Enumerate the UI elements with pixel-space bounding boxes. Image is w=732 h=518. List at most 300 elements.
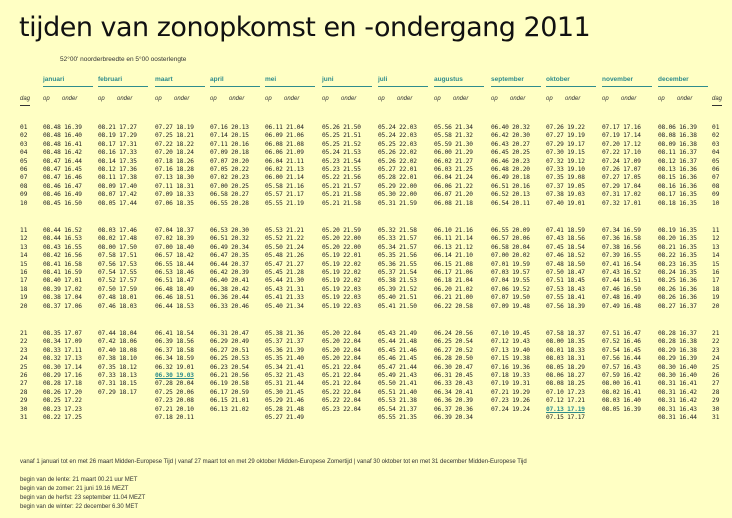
time-cell: 07.13 19.40 bbox=[491, 346, 530, 354]
time-cell: 05.55 21.19 bbox=[265, 199, 304, 207]
time-cell: 05.50 21.24 bbox=[265, 243, 304, 251]
time-cell: 08.28 16.37 bbox=[658, 330, 697, 337]
time-cell: 07.09 19.48 bbox=[491, 302, 530, 310]
time-cell: 08.41 16.58 bbox=[43, 260, 82, 268]
time-cell: 06.19 20.58 bbox=[210, 380, 249, 388]
sub-label-op: op bbox=[602, 96, 609, 102]
day-number: 27 bbox=[20, 380, 28, 388]
time-cell: 05.19 22.02 bbox=[322, 269, 361, 276]
day-number: 23 bbox=[20, 346, 28, 354]
day-number: 25 bbox=[20, 363, 28, 371]
time-cell: 05.29 21.46 bbox=[265, 397, 304, 405]
time-cell: 05.33 21.57 bbox=[378, 235, 417, 243]
time-cell: 05.48 21.26 bbox=[265, 252, 304, 260]
time-cell: 06.48 18.49 bbox=[155, 285, 194, 293]
time-cell: 07.20 18.24 bbox=[155, 149, 194, 157]
month-rule bbox=[210, 86, 260, 87]
time-cell: 07.19 17.14 bbox=[602, 132, 641, 140]
time-cell: 07.03 19.57 bbox=[491, 269, 530, 276]
page-subtitle: 52°00' noorderbreedte en 5°00 oosterlengte bbox=[60, 56, 187, 63]
time-cell: 06.34 18.59 bbox=[155, 355, 194, 363]
time-cell: 07.18 20.11 bbox=[155, 414, 194, 421]
time-cell: 06.31 20.45 bbox=[434, 372, 473, 379]
time-cell: 06.15 21.01 bbox=[210, 397, 249, 405]
time-cell: 05.54 21.37 bbox=[378, 405, 417, 413]
day-number: 29 bbox=[20, 397, 28, 405]
time-cell: 05.20 22.04 bbox=[322, 330, 361, 337]
season-autumn: begin van de herfst: 23 september 11.04 MEZT bbox=[20, 495, 146, 501]
time-cell: 05.40 21.34 bbox=[265, 302, 304, 310]
time-cell: 05.55 21.35 bbox=[378, 414, 417, 421]
time-cell: 07.04 19.55 bbox=[491, 277, 530, 285]
time-cell: 07.52 16.46 bbox=[602, 338, 641, 346]
time-cell: 05.47 21.44 bbox=[378, 363, 417, 371]
time-cell: 06.37 18.58 bbox=[155, 346, 194, 354]
time-cell: 08.26 17.20 bbox=[43, 388, 82, 396]
time-cell: 06.51 18.47 bbox=[155, 277, 194, 285]
sub-label-op: op bbox=[434, 96, 441, 102]
time-cell: 07.26 17.07 bbox=[602, 166, 641, 173]
time-cell: 07.46 18.52 bbox=[546, 252, 585, 260]
time-cell: 07.06 19.52 bbox=[491, 285, 530, 293]
time-cell: 06.51 20.32 bbox=[210, 235, 249, 243]
time-cell: 07.49 16.48 bbox=[602, 302, 641, 310]
time-cell: 07.10 17.23 bbox=[546, 388, 585, 396]
sub-label-onder: onder bbox=[284, 96, 300, 102]
time-cell: 07.21 20.10 bbox=[155, 405, 194, 413]
time-cell: 08.48 16.42 bbox=[43, 149, 82, 157]
time-cell: 06.41 18.54 bbox=[155, 330, 194, 337]
time-cell: 06.58 20.04 bbox=[491, 243, 530, 251]
time-cell: 08.45 16.50 bbox=[43, 199, 82, 207]
time-cell: 08.39 17.02 bbox=[43, 285, 82, 293]
day-number: 16 bbox=[712, 269, 720, 276]
time-cell: 07.24 17.09 bbox=[602, 157, 641, 165]
time-cell: 07.38 19.03 bbox=[546, 191, 585, 199]
time-cell: 05.27 22.01 bbox=[378, 166, 417, 173]
time-cell: 07.16 18.28 bbox=[155, 166, 194, 173]
sub-label-onder: onder bbox=[174, 96, 190, 102]
sub-label-op: op bbox=[155, 96, 162, 102]
time-cell: 05.20 22.04 bbox=[322, 338, 361, 346]
time-cell: 08.15 16.36 bbox=[658, 174, 697, 182]
time-cell: 07.48 18.50 bbox=[546, 260, 585, 268]
time-cell: 06.47 20.35 bbox=[210, 252, 249, 260]
time-cell: 08.38 17.04 bbox=[43, 294, 82, 302]
time-cell: 07.00 20.02 bbox=[491, 252, 530, 260]
time-cell: 08.18 16.35 bbox=[658, 199, 697, 207]
time-cell: 07.32 19.12 bbox=[546, 157, 585, 165]
time-cell: 07.12 19.43 bbox=[491, 338, 530, 346]
time-cell: 07.07 19.50 bbox=[491, 294, 530, 302]
time-cell: 07.16 20.13 bbox=[210, 124, 249, 131]
time-cell: 06.13 21.02 bbox=[210, 405, 249, 413]
time-cell: 08.00 18.35 bbox=[546, 338, 585, 346]
season-spring: begin van de lente: 21 maart 00.21 uur MET bbox=[20, 477, 138, 483]
time-cell: 05.43 21.31 bbox=[265, 285, 304, 293]
month-rule bbox=[155, 86, 205, 87]
time-cell: 06.27 20.51 bbox=[210, 346, 249, 354]
time-cell: 08.02 17.48 bbox=[98, 235, 137, 243]
sub-label-op: op bbox=[378, 96, 385, 102]
day-number: 28 bbox=[20, 388, 28, 396]
time-cell: 08.46 16.47 bbox=[43, 182, 82, 190]
time-cell: 05.21 21.58 bbox=[322, 199, 361, 207]
time-cell: 05.23 21.54 bbox=[322, 157, 361, 165]
time-cell: 06.29 20.49 bbox=[210, 338, 249, 346]
time-cell: 08.46 16.49 bbox=[43, 191, 82, 199]
time-cell: 08.40 17.01 bbox=[43, 277, 82, 285]
month-header-juni: juni bbox=[322, 76, 334, 83]
time-cell: 06.02 21.13 bbox=[265, 166, 304, 173]
time-cell: 07.58 18.37 bbox=[546, 330, 585, 337]
time-cell: 08.23 17.23 bbox=[43, 405, 82, 413]
time-cell: 06.40 20.32 bbox=[491, 124, 530, 131]
time-cell: 08.03 18.31 bbox=[546, 355, 585, 363]
time-cell: 08.07 17.42 bbox=[98, 191, 137, 199]
time-cell: 05.53 21.38 bbox=[378, 397, 417, 405]
time-cell: 07.35 18.12 bbox=[98, 363, 137, 371]
time-cell: 07.43 18.56 bbox=[546, 235, 585, 243]
time-cell: 05.21 22.04 bbox=[322, 372, 361, 379]
time-cell: 06.34 20.41 bbox=[434, 388, 473, 396]
time-cell: 07.27 19.19 bbox=[546, 132, 585, 140]
time-cell: 05.22 21.56 bbox=[322, 174, 361, 182]
time-cell: 05.25 21.52 bbox=[322, 140, 361, 148]
day-number: 30 bbox=[712, 405, 720, 413]
time-cell: 05.51 21.40 bbox=[378, 388, 417, 396]
month-header-oktober: oktober bbox=[546, 76, 570, 83]
day-label: dag bbox=[712, 96, 723, 102]
day-number: 05 bbox=[20, 157, 28, 165]
time-cell: 06.03 21.25 bbox=[434, 166, 473, 173]
time-cell: 06.38 20.42 bbox=[210, 285, 249, 293]
day-number: 13 bbox=[712, 243, 720, 251]
time-cell: 08.34 17.09 bbox=[43, 338, 82, 346]
time-cell: 05.23 21.55 bbox=[322, 166, 361, 173]
time-cell: 05.58 21.16 bbox=[265, 182, 304, 190]
time-cell: 08.28 16.38 bbox=[658, 338, 697, 346]
month-rule bbox=[322, 86, 372, 87]
time-cell: 08.06 18.27 bbox=[546, 372, 585, 379]
day-number: 08 bbox=[712, 182, 720, 190]
time-cell: 07.09 18.33 bbox=[155, 191, 194, 199]
time-cell: 05.19 22.01 bbox=[322, 252, 361, 260]
day-number: 22 bbox=[20, 338, 28, 346]
time-cell: 08.26 16.36 bbox=[658, 294, 697, 302]
day-number: 24 bbox=[20, 355, 28, 363]
time-cell: 05.45 21.46 bbox=[378, 346, 417, 354]
time-cell: 06.20 21.02 bbox=[434, 285, 473, 293]
time-cell: 07.51 16.47 bbox=[602, 330, 641, 337]
time-cell: 05.46 21.45 bbox=[378, 355, 417, 363]
time-cell: 05.35 21.40 bbox=[265, 355, 304, 363]
time-cell: 05.29 22.00 bbox=[378, 182, 417, 190]
day-number: 31 bbox=[20, 414, 28, 421]
time-cell: 06.08 21.08 bbox=[265, 140, 304, 148]
day-number: 26 bbox=[712, 372, 720, 379]
time-cell: 07.06 18.35 bbox=[155, 199, 194, 207]
time-cell: 07.27 18.19 bbox=[155, 124, 194, 131]
time-cell: 07.57 16.43 bbox=[602, 363, 641, 371]
day-number: 06 bbox=[20, 166, 28, 173]
day-number: 21 bbox=[20, 330, 28, 337]
time-cell: 07.07 20.20 bbox=[210, 157, 249, 165]
time-cell: 06.44 20.37 bbox=[210, 260, 249, 268]
time-cell: 07.15 19.38 bbox=[491, 355, 530, 363]
day-number: 14 bbox=[712, 252, 720, 260]
time-cell: 07.53 18.43 bbox=[546, 285, 585, 293]
time-cell: 06.36 20.39 bbox=[434, 397, 473, 405]
time-cell: 07.29 19.17 bbox=[546, 140, 585, 148]
time-cell: 07.16 19.36 bbox=[491, 363, 530, 371]
time-cell: 06.42 20.39 bbox=[210, 269, 249, 276]
time-cell: 05.47 21.27 bbox=[265, 260, 304, 268]
time-cell: 07.38 18.10 bbox=[98, 355, 137, 363]
day-number: 31 bbox=[712, 414, 720, 421]
time-cell: 08.09 16.38 bbox=[658, 140, 697, 148]
time-cell: 08.12 16.37 bbox=[658, 157, 697, 165]
time-cell: 08.47 16.45 bbox=[43, 166, 82, 173]
time-cell: 05.35 21.56 bbox=[378, 252, 417, 260]
time-cell: 07.51 18.45 bbox=[546, 277, 585, 285]
time-cell: 08.48 16.40 bbox=[43, 132, 82, 140]
time-cell: 05.31 21.44 bbox=[265, 380, 304, 388]
time-cell: 08.19 17.29 bbox=[98, 132, 137, 140]
day-number: 19 bbox=[20, 294, 28, 302]
time-cell: 08.11 16.37 bbox=[658, 149, 697, 157]
day-number: 19 bbox=[712, 294, 720, 302]
time-cell: 06.31 20.47 bbox=[210, 330, 249, 337]
time-cell: 06.25 20.53 bbox=[210, 355, 249, 363]
time-cell: 06.43 20.27 bbox=[491, 140, 530, 148]
time-cell: 07.59 16.42 bbox=[602, 372, 641, 379]
sub-label-onder: onder bbox=[229, 96, 245, 102]
time-cell: 07.31 17.02 bbox=[602, 191, 641, 199]
day-number: 04 bbox=[20, 149, 28, 157]
month-header-augustus: augustus bbox=[434, 76, 463, 83]
time-cell: 08.01 18.33 bbox=[546, 346, 585, 354]
time-cell: 07.13 17.19 bbox=[546, 405, 585, 413]
time-cell: 05.24 21.53 bbox=[322, 149, 361, 157]
time-cell: 05.37 21.37 bbox=[265, 338, 304, 346]
day-number: 03 bbox=[20, 140, 28, 148]
time-cell: 08.31 16.41 bbox=[658, 380, 697, 388]
month-header-december: december bbox=[658, 76, 689, 83]
month-header-februari: februari bbox=[98, 76, 123, 83]
time-cell: 07.17 17.16 bbox=[602, 124, 641, 131]
time-cell: 07.28 20.04 bbox=[155, 380, 194, 388]
time-cell: 06.57 18.42 bbox=[155, 252, 194, 260]
time-cell: 07.30 19.15 bbox=[546, 149, 585, 157]
time-cell: 05.56 21.34 bbox=[434, 124, 473, 131]
time-cell: 08.31 16.42 bbox=[658, 397, 697, 405]
time-cell: 08.19 16.35 bbox=[658, 227, 697, 234]
time-cell: 07.26 19.22 bbox=[546, 124, 585, 131]
time-cell: 06.54 20.11 bbox=[491, 199, 530, 207]
time-cell: 07.40 19.01 bbox=[546, 199, 585, 207]
month-rule bbox=[43, 86, 93, 87]
time-cell: 08.48 16.41 bbox=[43, 140, 82, 148]
month-header-april: april bbox=[210, 76, 224, 83]
day-label-rule bbox=[712, 105, 722, 106]
time-cell: 05.19 22.03 bbox=[322, 285, 361, 293]
time-cell: 05.32 21.58 bbox=[378, 227, 417, 234]
time-cell: 08.03 17.46 bbox=[98, 227, 137, 234]
time-cell: 08.30 16.40 bbox=[658, 363, 697, 371]
time-cell: 05.50 21.41 bbox=[378, 380, 417, 388]
time-cell: 08.12 17.36 bbox=[98, 166, 137, 173]
time-cell: 08.13 16.36 bbox=[658, 166, 697, 173]
time-cell: 07.21 19.29 bbox=[491, 388, 530, 396]
day-number: 10 bbox=[712, 199, 720, 207]
time-cell: 06.13 21.12 bbox=[434, 243, 473, 251]
day-number: 17 bbox=[20, 277, 28, 285]
day-number: 06 bbox=[712, 166, 720, 173]
time-cell: 06.44 18.53 bbox=[155, 302, 194, 310]
time-cell: 06.21 20.56 bbox=[210, 372, 249, 379]
day-number: 18 bbox=[712, 285, 720, 293]
day-number: 11 bbox=[712, 227, 720, 234]
day-number: 12 bbox=[20, 235, 28, 243]
time-cell: 06.46 20.23 bbox=[491, 157, 530, 165]
time-cell: 07.50 18.47 bbox=[546, 269, 585, 276]
time-cell: 06.10 21.16 bbox=[434, 227, 473, 234]
day-number: 20 bbox=[20, 302, 28, 310]
time-cell: 08.27 16.37 bbox=[658, 302, 697, 310]
day-number: 01 bbox=[712, 124, 720, 131]
time-cell: 06.15 21.08 bbox=[434, 260, 473, 268]
time-cell: 07.15 17.17 bbox=[546, 414, 585, 421]
time-cell: 08.09 17.40 bbox=[98, 182, 137, 190]
time-cell: 05.44 21.30 bbox=[265, 277, 304, 285]
month-header-januari: januari bbox=[43, 76, 65, 83]
time-cell: 08.16 16.36 bbox=[658, 182, 697, 190]
time-cell: 08.47 16.46 bbox=[43, 174, 82, 182]
time-cell: 05.21 22.04 bbox=[322, 363, 361, 371]
time-cell: 08.30 16.40 bbox=[658, 372, 697, 379]
time-cell: 07.41 16.54 bbox=[602, 260, 641, 268]
day-number: 09 bbox=[20, 191, 28, 199]
time-cell: 07.58 17.51 bbox=[98, 252, 137, 260]
time-cell: 06.30 20.47 bbox=[434, 363, 473, 371]
day-number: 05 bbox=[712, 157, 720, 165]
time-cell: 05.24 22.03 bbox=[378, 124, 417, 131]
time-cell: 08.31 16.43 bbox=[658, 405, 697, 413]
sub-label-op: op bbox=[491, 96, 498, 102]
day-label-rule bbox=[20, 105, 30, 106]
time-cell: 08.37 17.06 bbox=[43, 302, 82, 310]
day-number: 02 bbox=[20, 132, 28, 140]
sub-label-op: op bbox=[210, 96, 217, 102]
time-cell: 07.32 17.01 bbox=[602, 199, 641, 207]
time-cell: 07.22 17.10 bbox=[602, 149, 641, 157]
time-cell: 07.55 18.41 bbox=[546, 294, 585, 302]
month-rule bbox=[658, 86, 708, 87]
time-cell: 07.38 16.56 bbox=[602, 243, 641, 251]
time-cell: 07.12 17.21 bbox=[546, 397, 585, 405]
time-cell: 06.06 21.22 bbox=[434, 182, 473, 190]
sub-label-onder: onder bbox=[621, 96, 637, 102]
time-cell: 08.17 16.35 bbox=[658, 191, 697, 199]
day-number: 04 bbox=[712, 149, 720, 157]
time-cell: 06.33 20.43 bbox=[434, 380, 473, 388]
time-cell: 06.06 21.09 bbox=[265, 149, 304, 157]
time-cell: 06.04 21.11 bbox=[265, 157, 304, 165]
time-cell: 05.19 22.02 bbox=[322, 277, 361, 285]
time-cell: 08.33 17.11 bbox=[43, 346, 82, 354]
month-rule bbox=[602, 86, 652, 87]
day-number: 01 bbox=[20, 124, 28, 131]
time-cell: 07.04 18.37 bbox=[155, 227, 194, 234]
time-cell: 08.05 16.39 bbox=[602, 405, 641, 413]
day-number: 16 bbox=[20, 269, 28, 276]
time-cell: 06.53 20.30 bbox=[210, 227, 249, 234]
time-cell: 05.58 21.32 bbox=[434, 132, 473, 140]
time-cell: 06.11 21.04 bbox=[265, 124, 304, 131]
day-number: 11 bbox=[20, 227, 28, 234]
time-cell: 06.52 20.13 bbox=[491, 191, 530, 199]
time-cell: 05.52 21.22 bbox=[265, 235, 304, 243]
time-cell: 08.00 16.41 bbox=[602, 380, 641, 388]
day-number: 13 bbox=[20, 243, 28, 251]
time-cell: 06.02 21.27 bbox=[434, 157, 473, 165]
time-cell: 05.31 21.59 bbox=[378, 199, 417, 207]
time-cell: 07.18 18.26 bbox=[155, 157, 194, 165]
time-cell: 05.23 22.04 bbox=[322, 405, 361, 413]
time-cell: 05.28 21.48 bbox=[265, 405, 304, 413]
time-cell: 07.11 20.16 bbox=[210, 140, 249, 148]
time-cell: 08.20 16.35 bbox=[658, 235, 697, 243]
time-cell: 07.23 20.08 bbox=[155, 397, 194, 405]
time-cell: 06.55 20.28 bbox=[210, 199, 249, 207]
time-cell: 07.41 18.59 bbox=[546, 227, 585, 234]
day-number: 15 bbox=[20, 260, 28, 268]
sub-label-op: op bbox=[43, 96, 50, 102]
time-cell: 07.48 18.01 bbox=[98, 294, 137, 302]
time-cell: 05.19 22.03 bbox=[322, 302, 361, 310]
time-cell: 05.25 22.03 bbox=[378, 140, 417, 148]
time-cell: 07.31 18.15 bbox=[98, 380, 137, 388]
time-cell: 08.02 16.41 bbox=[602, 388, 641, 396]
sub-label-onder: onder bbox=[341, 96, 357, 102]
time-cell: 07.46 16.50 bbox=[602, 285, 641, 293]
time-cell: 06.14 21.10 bbox=[434, 252, 473, 260]
time-cell: 06.58 20.27 bbox=[210, 191, 249, 199]
time-cell: 05.30 21.45 bbox=[265, 388, 304, 396]
time-cell: 08.31 16.42 bbox=[658, 388, 697, 396]
time-cell: 07.52 17.57 bbox=[98, 277, 137, 285]
month-header-september: september bbox=[491, 76, 524, 83]
time-cell: 05.20 21.59 bbox=[322, 227, 361, 234]
time-cell: 06.27 20.52 bbox=[434, 346, 473, 354]
month-rule bbox=[265, 86, 315, 87]
time-cell: 07.56 17.53 bbox=[98, 260, 137, 268]
time-cell: 07.23 19.26 bbox=[491, 397, 530, 405]
time-cell: 07.13 18.30 bbox=[155, 174, 194, 182]
time-cell: 08.25 17.22 bbox=[43, 397, 82, 405]
time-cell: 06.28 20.50 bbox=[434, 355, 473, 363]
time-cell: 07.01 19.59 bbox=[491, 260, 530, 268]
time-cell: 06.18 21.04 bbox=[434, 277, 473, 285]
time-cell: 07.29 17.04 bbox=[602, 182, 641, 190]
month-rule bbox=[546, 86, 596, 87]
time-cell: 06.53 18.46 bbox=[155, 269, 194, 276]
time-cell: 05.38 21.36 bbox=[265, 330, 304, 337]
time-cell: 07.33 18.13 bbox=[98, 372, 137, 379]
time-cell: 07.00 18.40 bbox=[155, 243, 194, 251]
time-cell: 06.57 20.06 bbox=[491, 235, 530, 243]
